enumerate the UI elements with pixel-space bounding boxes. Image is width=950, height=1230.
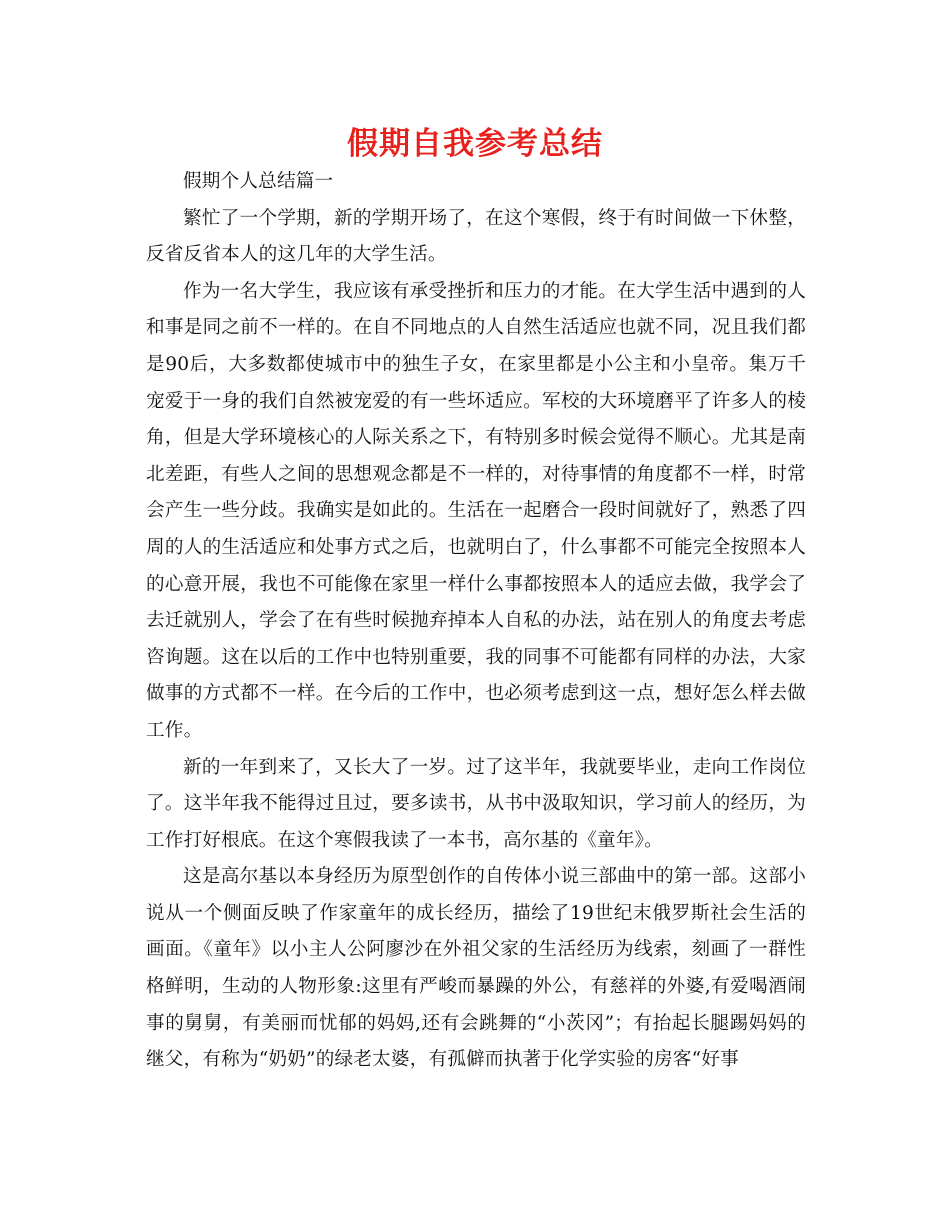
document-title: 假期自我参考总结 xyxy=(347,126,603,162)
document-body xyxy=(146,164,806,1079)
paragraph-childhood-book: 这是高尔基以本身经历为原型创作的自传体小说三部曲中的第一部。这部小说从一个侧面反映了作家童年的成长经历，描绘了19世纪末俄罗斯社会生活的画面。《童年》以小主人公阿廖沙在外祖父家的生活经历为线索，刻画了一群性格鲜明，生动的人物形象:这里有严峻而暴躁的外公，有慈祥的外婆,有爱喝酒闹事的舅舅，有美丽而忧郁的妈妈,还有会跳舞的“小茨冈”；有抬起长腿踢妈妈的继父，有称为“奶奶”的绿老太婆，有孤僻而执著于化学实验的房客“好事 xyxy=(146,866,806,1071)
paragraph-intro: 繁忙了一个学期，新的学期开场了，在这个寒假，终于有时间做一下休整，反省反省本人的这几年的大学生活。 xyxy=(146,207,806,266)
section-heading: 假期个人总结篇一 xyxy=(183,171,334,192)
paragraph-new-year: 新的一年到来了，又长大了一岁。过了这半年，我就要毕业，走向工作岗位了。这半年我不能得过且过，要多读书，从书中汲取知识，学习前人的经历，为工作打好根底。在这个寒假我读了一本书，高尔基的《童年》。 xyxy=(146,756,806,851)
paragraph-college-life: 作为一名大学生，我应该有承受挫折和压力的才能。在大学生活中遇到的人和事是同之前不一样的。在自不同地点的人自然生活适应也就不同，况且我们都是90后，大多数都使城市中的独生子女，在家里都是小公主和小皇帝。集万千宠爱于一身的我们自然被宠爱的有一些坏适应。军校的大环境磨平了许多人的棱角，但是大学环境核心的人际关系之下，有特别多时候会觉得不顺心。尤其是南北差距，有些人之间的思想观念都是不一样的，对待事情的角度都不一样，时常会产生一些分歧。我确实是如此的。生活在一起磨合一段时间就好了，熟悉了四周的人的生活适应和处事方式之后，也就明白了，什么事都不可能完全按照本人的心意开展，我也不可能像在家里一样什么事都按照本人的适应去做，我学会了去迁就别人，学会了在有些时候抛弃掉本人自私的办法，站在别人的角度去考虑咨询题。这在以后的工作中也特别重要，我的同事不可能都有同样的办法，大家做事的方式都不一样。在今后的工作中，也必须考虑到这一点，想好怎么样去做工作。 xyxy=(146,280,806,741)
